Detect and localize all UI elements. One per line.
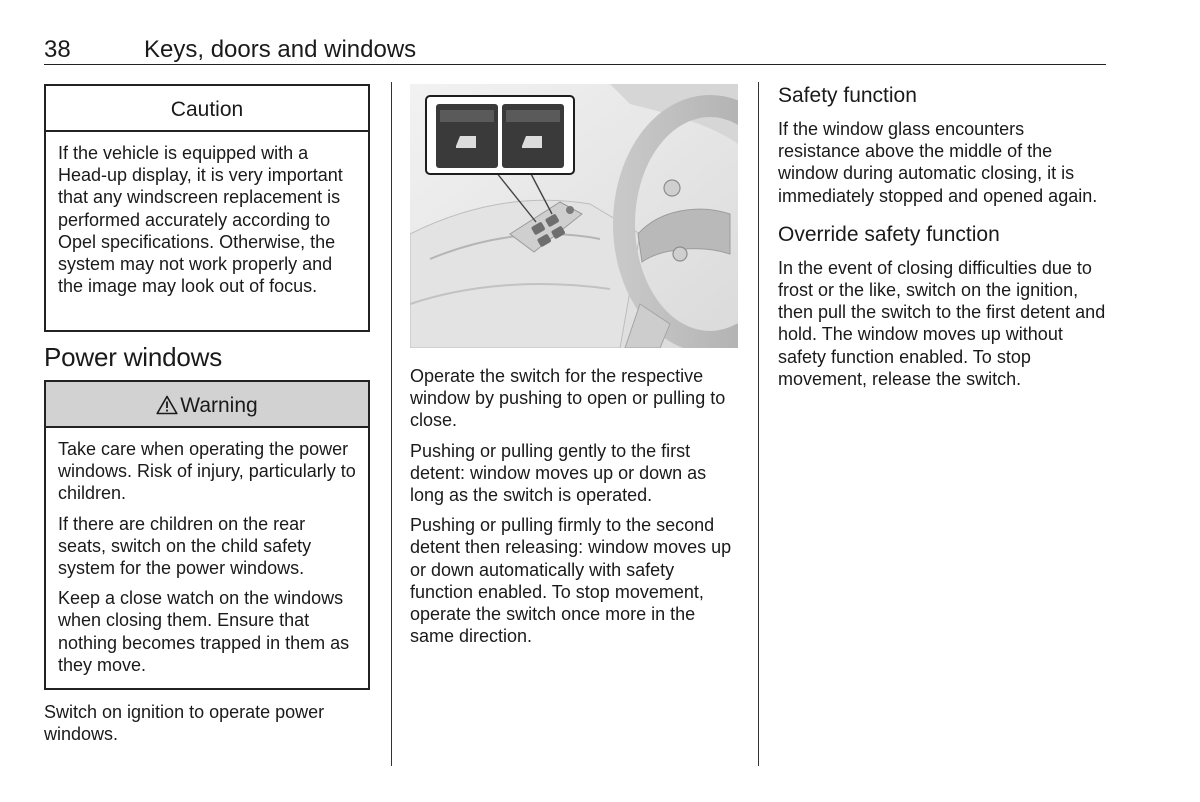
override-safety-title: Override safety function	[778, 222, 1000, 246]
warning-triangle-icon	[156, 395, 178, 415]
caution-box	[44, 84, 370, 332]
safety-function-title: Safety function	[778, 84, 917, 107]
warning-box	[44, 380, 370, 690]
override-safety-text: In the event of closing difficulties due to frost or the like, switch on the ignition, then pull the switch to the first detent and hold. The window moves up without safety function enabled. To stop movement, release the switch.	[778, 257, 1106, 389]
chapter-title: Keys, doors and windows	[144, 36, 417, 63]
caution-title: Caution	[46, 86, 368, 132]
warning-paragraph: Keep a close watch on the windows when closing them. Ensure that nothing becomes trapped in them as they move.	[58, 588, 350, 675]
warning-header	[46, 382, 368, 428]
intro-text: Switch on ignition to operate power windows.	[44, 702, 325, 745]
operation-paragraph: Pushing or pulling gently to the first detent: window moves up or down as long as the switch is operated.	[410, 440, 707, 506]
operation-paragraph: Pushing or pulling firmly to the second detent then releasing: window moves up or down automatically with safety function enabled. To stop movement, operate the switch once more in the same direction.	[410, 515, 732, 647]
section-title: Power windows	[44, 342, 223, 372]
door-switch-illustration	[410, 84, 738, 348]
column-divider	[391, 82, 392, 766]
operation-paragraph: Operate the switch for the respective window by pushing to open or pulling to close.	[410, 366, 726, 431]
illustration-graphic	[410, 84, 738, 348]
column-divider	[758, 82, 759, 766]
warning-paragraph: Take care when operating the power windows. Risk of injury, particularly to children.	[58, 439, 356, 504]
page-number: 38	[44, 36, 71, 63]
warning-title: Warning	[180, 394, 258, 417]
warning-paragraph: If there are children on the rear seats, switch on the child safety system for the power windows.	[58, 513, 312, 579]
page-header	[44, 34, 1106, 65]
caution-text: If the vehicle is equipped with a Head-up display, it is very important that any windscreen replacement is performed accurately according to Opel specifications. Otherwise, the system may not work properly and the image may look out of focus.	[58, 143, 343, 297]
safety-function-text: If the window glass encounters resistance above the middle of the window during automatic closing, it is immediately stopped and opened again.	[778, 119, 1098, 206]
